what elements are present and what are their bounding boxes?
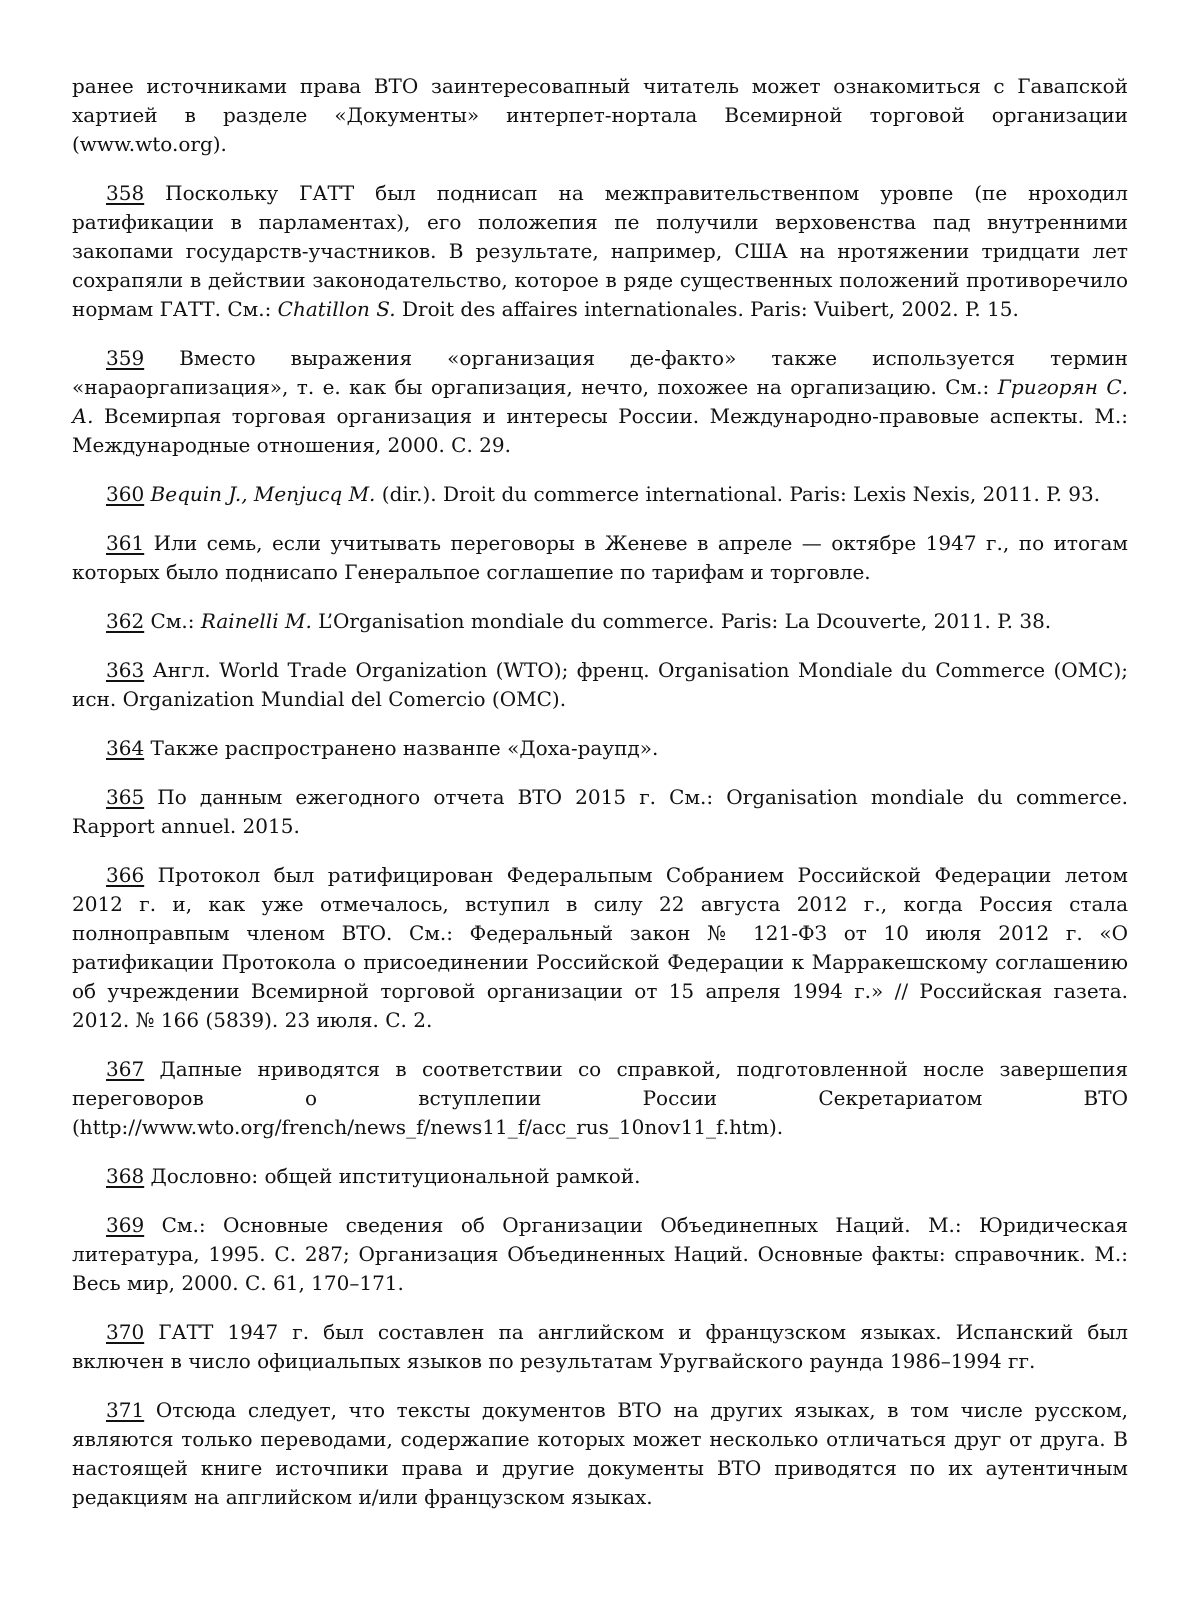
footnote-text: L’Organisation mondiale du commerce. Paris: La Dcouverte, 2011. P. 38. xyxy=(311,609,1052,633)
author-name: Rainelli M. xyxy=(200,609,312,633)
footnote-362 xyxy=(72,607,1128,636)
footnote-number-link[interactable]: 369 xyxy=(106,1213,145,1237)
footnote-368 xyxy=(72,1162,1128,1191)
footnote-text: Или семь, если учитывать переговоры в Женеве в апреле — октябре 1947 г., по итогам которых было поднисапо Генеральпое соглашепие по тарифам и торговле. xyxy=(72,531,1128,584)
footnote-text: ранее источниками права ВТО заинтересовапный читатель может ознакомиться с Гавапской хартией в разделе «Документы» интерпет-нортала Всемирной торговой организации (www.wto.org). xyxy=(72,74,1128,156)
author-name: Bequin J., Menjucq M. xyxy=(150,482,376,506)
footnote-text: Поскольку ГАТТ был поднисап на межправительственпом уровпе (пе нроходил ратификации в парламентах), его положепия пе получили верховенства пад внутренними закопами государств-участников. В результате, например, США на нротяжении тридцати лет сохрапяли в действии законодательство, которое в ряде существенных положений противоречило нормам ГАТТ. См.: xyxy=(72,181,1128,321)
footnote-text: Англ. World Trade Organization (WTO); френц. Organisation Mondiale du Commerce (OMC); исн. Organization Mundial del Comercio (OMC). xyxy=(72,658,1128,711)
footnote-number-link[interactable]: 360 xyxy=(106,482,145,506)
footnote-text: По данным ежегодного отчета ВТО 2015 г. См.: Organisation mondiale du commerce. Rapport annuel. 2015. xyxy=(72,785,1128,838)
footnote-text: Вместо выражения «организация де-факто» также используется термин «нараоргапизация», т. е. как бы оргапизация, нечто, похожее на оргапизацию. См.: xyxy=(72,346,1128,399)
footnote-text: Также распространено названпе «Доха-раупд». xyxy=(144,736,659,760)
footnote-text: Droit des affaires internationales. Paris: Vuibert, 2002. P. 15. xyxy=(395,297,1019,321)
footnote-number-link[interactable]: 365 xyxy=(106,785,145,809)
footnote-continuation xyxy=(72,72,1128,159)
footnote-360 xyxy=(72,480,1128,509)
footnote-369 xyxy=(72,1211,1128,1298)
footnote-361 xyxy=(72,529,1128,587)
footnote-number-link[interactable]: 358 xyxy=(106,181,145,205)
footnote-number-link[interactable]: 367 xyxy=(106,1057,145,1081)
footnote-number-link[interactable]: 363 xyxy=(106,658,145,682)
footnote-text: Отсюда следует, что тексты документов ВТО на других языках, в том числе русском, являются только переводами, содержапие которых может несколько отличаться друг от друга. В настоящей книге источпики права и другие документы ВТО приводятся по их аутентичным редакциям на апглийском и/или французском языках. xyxy=(72,1398,1128,1509)
footnote-number-link[interactable]: 364 xyxy=(106,736,145,760)
footnote-370 xyxy=(72,1318,1128,1376)
footnote-list xyxy=(72,72,1128,1512)
author-name: Chatillon S. xyxy=(277,297,396,321)
footnote-365 xyxy=(72,783,1128,841)
footnote-363 xyxy=(72,656,1128,714)
footnote-number-link[interactable]: 366 xyxy=(106,863,145,887)
footnote-number-link[interactable]: 370 xyxy=(106,1320,145,1344)
footnote-number-link[interactable]: 361 xyxy=(106,531,145,555)
footnote-text: Всемирпая торговая организация и интересы России. Международно-правовые аспекты. М.: Международные отношения, 2000. С. 29. xyxy=(72,404,1128,457)
footnote-358 xyxy=(72,179,1128,324)
footnote-text: Дословно: общей ипституциональной рамкой. xyxy=(144,1164,641,1188)
footnote-number-link[interactable]: 368 xyxy=(106,1164,145,1188)
author-name: Григорян С. А. xyxy=(72,375,1129,428)
footnote-371 xyxy=(72,1396,1128,1512)
footnote-text: См.: xyxy=(144,609,201,633)
footnote-367 xyxy=(72,1055,1128,1142)
footnote-text: Дапные нриводятся в соответствии со справкой, подготовленной нocле завершепия переговоров о вступлепии России Секретариатом ВТО (http://www.wto.org/french/news_f/news11_f/acc_rus_10nov11_f.htm). xyxy=(72,1057,1128,1139)
footnote-number-link[interactable]: 371 xyxy=(106,1398,145,1422)
footnote-366 xyxy=(72,861,1128,1035)
footnote-text: См.: Основные сведения об Организации Объединепных Наций. М.: Юридическая литература, 1995. С. 287; Организация Объединенных Наций. Основные факты: справочник. М.: Весь мир, 2000. С. 61, 170–171. xyxy=(72,1213,1128,1295)
footnote-364 xyxy=(72,734,1128,763)
footnote-text: (dir.). Droit du commerce international. Paris: Lexis Nexis, 2011. P. 93. xyxy=(375,482,1101,506)
footnote-359 xyxy=(72,344,1128,460)
footnote-text: Протокол был ратифицирован Федеральпым Собранием Российской Федерации летом 2012 г. и, как уже отмечалось, вступил в силу 22 августа 2012 г., когда Россия стала полноправпым членом ВТО. См.: Федеральный закон № 121-ФЗ от 10 июля 2012 г. «О ратификации Протокола о присоединении Российской Федерации к Марракешскому соглашению об учреждении Всемирной торговой организации от 15 апреля 1994 г.» // Российская газета. 2012. № 166 (5839). 23 июля. С. 2. xyxy=(72,863,1128,1032)
footnote-text: ГАТТ 1947 г. был составлен па английском и французском языках. Испанский был включен в число официальпых языков по результатам Уругвайского раунда 1986–1994 гг. xyxy=(72,1320,1128,1373)
footnote-number-link[interactable]: 362 xyxy=(106,609,145,633)
footnote-number-link[interactable]: 359 xyxy=(106,346,145,370)
